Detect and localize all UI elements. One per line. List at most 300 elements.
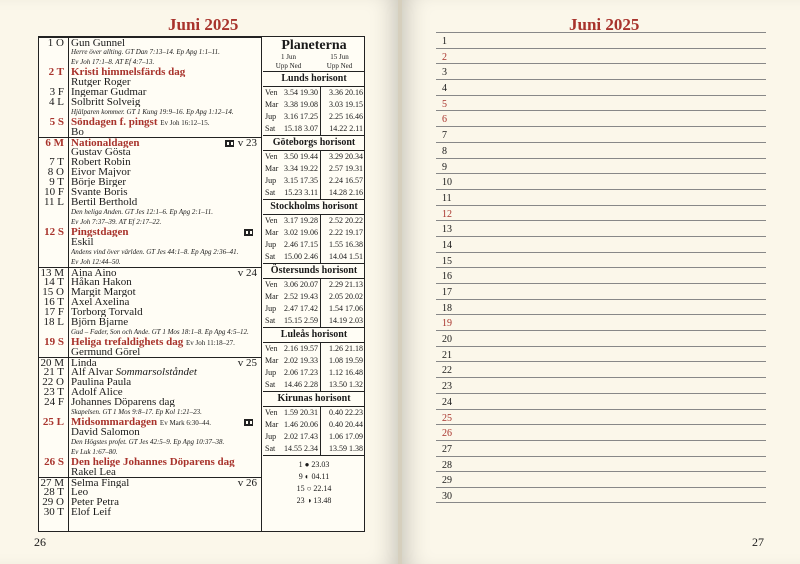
planet-times-15jun: 0.40 22.23 <box>329 408 363 417</box>
day-number: 17 F <box>44 306 64 318</box>
day-row <box>39 107 261 117</box>
week-marker <box>244 227 257 237</box>
day-number: 9 T <box>49 176 64 188</box>
planet-name: Jup <box>265 112 277 121</box>
note-day-number: 5 <box>442 98 447 110</box>
planet-name: Ven <box>265 344 278 353</box>
day-name: Kristi himmelsfärds dag <box>71 67 186 77</box>
note-day-number: 15 <box>442 255 452 267</box>
planet-times-15jun: 2.52 20.22 <box>329 216 363 225</box>
left-page <box>0 0 398 564</box>
horizon-title: Luleås horisont <box>263 328 365 343</box>
planet-times-15jun: 14.22 2.11 <box>329 124 363 133</box>
planet-times-1jun: 15.00 2.46 <box>283 251 321 263</box>
day-text <box>71 397 259 407</box>
planet-row <box>263 443 365 455</box>
planet-times-15jun: 14.28 2.16 <box>329 188 363 197</box>
planet-row <box>263 99 365 111</box>
planet-times-1jun: 3.15 17.35 <box>283 175 321 187</box>
day-text <box>71 287 259 297</box>
note-line[interactable] <box>436 63 766 79</box>
day-number: 21 T <box>43 366 64 378</box>
note-day-number: 19 <box>442 318 452 330</box>
planet-name: Sat <box>265 444 276 453</box>
planet-name: Sat <box>265 124 276 133</box>
day-name: Rutger Roger <box>71 77 131 87</box>
day-name: Nationaldagen <box>71 138 140 148</box>
day-row <box>39 327 261 337</box>
day-row <box>39 367 261 377</box>
planet-name: Ven <box>265 408 278 417</box>
day-text <box>71 407 259 417</box>
note-day-number: 10 <box>442 177 452 189</box>
planet-name: Mar <box>265 100 279 109</box>
day-row <box>39 187 261 197</box>
planet-times-1jun: 2.06 17.23 <box>283 367 321 379</box>
day-row <box>39 127 261 137</box>
planet-name: Mar <box>265 356 279 365</box>
day-note: Sommarsolståndet <box>115 367 197 377</box>
planet-name: Ven <box>265 88 278 97</box>
day-row <box>39 447 261 457</box>
day-row <box>39 307 261 317</box>
note-day-number: 23 <box>442 381 452 393</box>
day-list <box>39 37 262 531</box>
note-line[interactable] <box>436 142 766 158</box>
day-text <box>71 377 259 387</box>
planet-row <box>263 175 365 187</box>
planet-times-1jun: 2.16 19.57 <box>283 343 321 355</box>
note-line[interactable] <box>436 158 766 174</box>
day-name: Heliga trefaldighets dag <box>71 337 184 348</box>
day-text <box>71 437 259 447</box>
day-name: Elof Leif <box>71 507 112 517</box>
planet-row <box>263 163 365 175</box>
note-day-number: 6 <box>442 114 447 126</box>
note-line[interactable] <box>436 189 766 205</box>
week-marker <box>244 417 257 427</box>
planet-times-1jun: 2.02 17.43 <box>283 431 321 443</box>
planet-name: Mar <box>265 228 279 237</box>
planet-row <box>263 291 365 303</box>
note-line[interactable] <box>436 173 766 189</box>
horizon-section <box>263 391 365 455</box>
planet-times-15jun: 2.57 19.31 <box>329 164 363 173</box>
day-text <box>71 107 259 117</box>
gospel-reference: Ev Mark 6:30–44. <box>159 419 212 427</box>
planet-times-1jun: 3.54 19.30 <box>283 87 321 99</box>
note-day-number: 4 <box>442 83 447 95</box>
day-text <box>71 67 259 77</box>
day-name: Hjälparen kommer. GT 1 Kung 19:9–16. Ep Apg 1:12–14. <box>71 108 234 116</box>
note-day-number: 13 <box>442 224 452 236</box>
right-page-number: 27 <box>752 535 764 549</box>
planet-times-15jun: 2.22 19.17 <box>329 228 363 237</box>
day-name: Den helige Johannes Döparens dag <box>71 457 235 467</box>
day-name: Robert Robin <box>71 157 131 167</box>
day-row <box>39 267 261 277</box>
planet-row <box>263 303 365 315</box>
note-day-number: 30 <box>442 490 452 502</box>
note-day-number: 2 <box>442 51 447 63</box>
note-line[interactable] <box>436 377 766 393</box>
day-row <box>39 497 261 507</box>
planet-times-15jun: 0.40 20.44 <box>329 420 363 429</box>
planet-times-1jun: 2.46 17.15 <box>283 239 321 251</box>
planet-times-1jun: 1.59 20.31 <box>283 407 321 419</box>
day-number: 6 M <box>45 137 64 149</box>
week-number: v 23 <box>237 137 257 149</box>
day-text <box>71 347 259 357</box>
planet-row <box>263 111 365 123</box>
day-number: 15 O <box>42 286 64 298</box>
planet-name: Mar <box>265 164 279 173</box>
day-row <box>39 37 261 47</box>
planet-times-15jun: 14.19 2.03 <box>329 316 363 325</box>
note-line[interactable] <box>436 32 766 48</box>
moon-phases <box>263 455 365 507</box>
planet-row <box>263 227 365 239</box>
note-line[interactable] <box>436 299 766 315</box>
day-name: Herre över allting. GT Dan 7:13–14. Ep Apg 1:1–11. <box>71 48 220 56</box>
note-line[interactable] <box>436 361 766 377</box>
day-row <box>39 157 261 167</box>
planet-times-15jun: 1.12 16.48 <box>329 368 363 377</box>
planet-times-15jun: 2.25 16.46 <box>329 112 363 121</box>
day-row <box>39 477 261 487</box>
planet-times-1jun: 14.46 2.28 <box>283 379 321 391</box>
note-line[interactable] <box>436 393 766 409</box>
planet-times-1jun: 3.38 19.08 <box>283 99 321 111</box>
day-number: 27 M <box>40 477 64 489</box>
day-number: 1 O <box>47 37 64 49</box>
note-line[interactable] <box>436 236 766 252</box>
day-number: 4 L <box>49 96 64 108</box>
day-text <box>71 227 259 237</box>
planet-times-1jun: 3.34 19.22 <box>283 163 321 175</box>
planet-times-15jun: 1.08 19.59 <box>329 356 363 365</box>
note-day-number: 18 <box>442 302 452 314</box>
day-text <box>71 147 259 157</box>
day-text <box>71 47 259 57</box>
day-row <box>39 247 261 257</box>
note-day-number: 24 <box>442 396 452 408</box>
day-row <box>39 467 261 477</box>
day-text <box>71 257 259 267</box>
day-text <box>71 497 259 507</box>
note-day-number: 17 <box>442 287 452 298</box>
day-row <box>39 47 261 57</box>
day-row <box>39 257 261 267</box>
day-name: Andens vind över världen. GT Jes 44:1–8. Ep Apg 2:36–41. <box>71 248 239 256</box>
planet-row <box>263 87 365 99</box>
day-number: 23 T <box>43 386 64 398</box>
calendar-box <box>38 36 365 532</box>
day-row <box>39 217 261 227</box>
right-page <box>402 0 800 564</box>
day-number: 24 F <box>44 396 64 408</box>
planets-col2: 15 Jun <box>330 53 349 61</box>
planet-times-1jun: 3.16 17.25 <box>283 111 321 123</box>
planet-times-1jun: 3.06 20.07 <box>283 279 321 291</box>
planet-row <box>263 187 365 199</box>
day-row <box>39 137 261 147</box>
day-text <box>71 177 259 187</box>
horizon-title: Östersunds horisont <box>263 264 365 279</box>
planet-row <box>263 419 365 431</box>
day-name: Gun Gunnel <box>71 38 126 48</box>
day-name: Midsommardagen <box>71 417 158 428</box>
planet-name: Mar <box>265 292 279 301</box>
day-row <box>39 487 261 497</box>
planet-times-15jun: 1.06 17.09 <box>329 432 363 441</box>
day-number: 14 T <box>43 276 64 288</box>
planet-times-15jun: 3.36 20.16 <box>329 88 363 97</box>
day-text <box>71 207 259 217</box>
day-number: 16 T <box>43 296 64 308</box>
planet-times-15jun: 2.05 20.02 <box>329 292 363 301</box>
planets-panel <box>263 37 365 531</box>
planet-row <box>263 379 365 391</box>
note-line[interactable] <box>436 471 766 487</box>
note-day-number: 21 <box>442 349 452 361</box>
day-text <box>71 457 259 467</box>
day-row <box>39 397 261 407</box>
horizon-section <box>263 135 365 199</box>
day-name: Gud – Fader, Son och Ande. GT 1 Mos 18:1–8. Ep Apg 4:5–12. <box>71 328 249 336</box>
horizon-section <box>263 199 365 263</box>
day-number: 11 L <box>43 196 64 208</box>
day-text <box>71 387 259 397</box>
flag-icon <box>244 229 253 236</box>
day-name: Torborg Torvald <box>71 307 143 317</box>
day-number: 8 O <box>47 166 64 178</box>
day-number: 29 O <box>42 496 64 508</box>
planet-row <box>263 279 365 291</box>
note-day-number: 11 <box>442 192 452 204</box>
planet-name: Ven <box>265 216 278 225</box>
planet-times-1jun: 2.02 19.33 <box>283 355 321 367</box>
day-name: Ev Luk 1:67–80. <box>71 448 118 456</box>
day-row <box>39 337 261 347</box>
planet-times-1jun: 15.23 3.11 <box>283 187 321 199</box>
horizon-section <box>263 327 365 391</box>
day-text <box>71 277 259 287</box>
day-row <box>39 197 261 207</box>
day-name: Den heliga Anden. GT Jes 12:1–6. Ep Apg 2:1–11. <box>71 208 213 216</box>
day-row <box>39 57 261 67</box>
note-day-number: 28 <box>442 459 452 471</box>
day-row <box>39 417 261 427</box>
planet-times-1jun: 14.55 2.34 <box>283 443 321 455</box>
day-name: Germund Görel <box>71 347 141 357</box>
note-day-number: 14 <box>442 239 452 251</box>
day-text <box>71 327 259 337</box>
note-day-number: 20 <box>442 334 452 346</box>
note-line[interactable] <box>436 79 766 95</box>
planet-name: Sat <box>265 252 276 261</box>
note-day-number: 8 <box>442 145 447 157</box>
note-day-number: 27 <box>442 443 452 455</box>
day-name: Ingemar Gudmar <box>71 87 147 97</box>
note-line[interactable] <box>436 314 766 330</box>
planet-name: Jup <box>265 368 277 377</box>
planet-times-1jun: 3.17 19.28 <box>283 215 321 227</box>
note-day-number: 29 <box>442 475 452 487</box>
day-number: 10 F <box>44 186 64 198</box>
planets-col1: 1 Jun <box>281 53 296 61</box>
planet-times-15jun: 1.55 16.38 <box>329 240 363 249</box>
day-name: Bertil Berthold <box>71 197 138 207</box>
note-day-number: 1 <box>442 36 447 47</box>
day-number: 5 S <box>49 116 64 128</box>
planets-sub2: Upp Ned <box>326 62 353 70</box>
day-name: Peter Petra <box>71 497 119 507</box>
planet-times-15jun: 2.24 16.57 <box>329 176 363 185</box>
day-text <box>71 157 259 167</box>
day-name: Den Högstes profet. GT Jes 42:5–9. Ep Apg 10:37–38. <box>71 438 225 446</box>
planet-name: Sat <box>265 380 276 389</box>
moon-phase: 15 ○ 22.14 <box>296 484 332 493</box>
planet-times-15jun: 2.29 21.13 <box>329 280 363 289</box>
day-name: Paulina Paula <box>71 377 132 387</box>
day-text <box>71 507 259 517</box>
note-line[interactable] <box>436 440 766 456</box>
day-name: Håkan Hakon <box>71 277 132 287</box>
planet-row <box>263 123 365 135</box>
day-name: Margit Margot <box>71 287 136 297</box>
day-name: David Salomon <box>71 427 140 437</box>
day-text <box>71 167 259 177</box>
note-line[interactable] <box>436 456 766 472</box>
flag-icon <box>244 419 253 426</box>
day-row <box>39 407 261 417</box>
note-line[interactable] <box>436 48 766 64</box>
day-text <box>71 97 259 107</box>
day-row <box>39 287 261 297</box>
planet-times-1jun: 3.02 19.06 <box>283 227 321 239</box>
planet-row <box>263 315 365 327</box>
day-row <box>39 317 261 327</box>
note-line[interactable] <box>436 267 766 283</box>
moon-phase: 23 ◑ 13.48 <box>296 496 332 505</box>
day-name: Johannes Döparens dag <box>71 397 175 407</box>
day-row <box>39 377 261 387</box>
planet-row <box>263 239 365 251</box>
day-text <box>71 487 259 497</box>
horizon-title: Kirunas horisont <box>263 392 365 407</box>
planet-name: Ven <box>265 152 278 161</box>
day-text <box>71 367 259 377</box>
note-line[interactable] <box>436 424 766 440</box>
note-line[interactable] <box>436 205 766 221</box>
day-row <box>39 177 261 187</box>
day-row <box>39 207 261 217</box>
day-row <box>39 147 261 157</box>
planet-times-1jun: 15.18 3.07 <box>283 123 321 135</box>
day-name: Gustav Gösta <box>71 147 131 157</box>
day-number: 7 T <box>49 156 64 168</box>
day-row <box>39 67 261 77</box>
note-line[interactable] <box>436 126 766 142</box>
day-number: 12 S <box>44 226 64 238</box>
note-line[interactable] <box>436 95 766 111</box>
day-row <box>39 117 261 127</box>
planet-row <box>263 367 365 379</box>
day-text <box>71 307 259 317</box>
note-line[interactable] <box>436 346 766 362</box>
note-day-number: 9 <box>442 161 447 173</box>
note-line[interactable] <box>436 409 766 425</box>
horizon-title: Lunds horisont <box>263 72 365 87</box>
planet-row <box>263 407 365 419</box>
day-text <box>71 297 259 307</box>
day-name: Leo <box>71 487 89 497</box>
planet-row <box>263 151 365 163</box>
day-number: 20 M <box>40 357 64 369</box>
day-name: Skapelsen. GT 1 Mos 9:8–17. Ep Kol 1:21–23. <box>71 408 202 416</box>
note-line[interactable] <box>436 220 766 236</box>
note-line[interactable] <box>436 252 766 268</box>
planet-times-15jun: 3.29 20.34 <box>329 152 363 161</box>
day-row <box>39 457 261 467</box>
note-line[interactable] <box>436 487 766 503</box>
day-number: 22 O <box>42 376 64 388</box>
note-line[interactable] <box>436 110 766 126</box>
day-name: Axel Axelina <box>71 297 130 307</box>
week-number: v 24 <box>237 267 257 279</box>
week-number: v 25 <box>237 357 257 369</box>
day-row <box>39 427 261 437</box>
day-name: Eivor Majvor <box>71 167 131 177</box>
gospel-reference: Ev Joh 11:18–27. <box>185 339 235 347</box>
planet-name: Jup <box>265 432 277 441</box>
day-name: Söndagen f. pingst <box>71 117 158 128</box>
day-text <box>71 57 259 67</box>
day-text <box>71 187 259 197</box>
day-name: Bo <box>71 127 84 137</box>
day-number: 19 S <box>44 336 64 348</box>
day-row <box>39 77 261 87</box>
planet-times-1jun: 2.52 19.43 <box>283 291 321 303</box>
note-line[interactable] <box>436 283 766 299</box>
note-day-number: 25 <box>442 412 452 424</box>
day-name: Ev Joh 12:44–50. <box>71 258 121 266</box>
moon-phase: 1 ● 23.03 <box>298 460 330 469</box>
planet-times-15jun: 13.50 1.32 <box>329 380 363 389</box>
day-text <box>71 447 259 457</box>
right-month-title: Juni 2025 <box>569 15 640 34</box>
horizon-section <box>263 71 365 135</box>
day-name: Eskil <box>71 237 94 247</box>
day-number: 18 L <box>43 316 64 328</box>
planet-times-15jun: 13.59 1.38 <box>329 444 363 453</box>
day-row <box>39 97 261 107</box>
day-number: 3 F <box>49 86 64 98</box>
planet-name: Jup <box>265 176 277 185</box>
note-line[interactable] <box>436 330 766 346</box>
day-row <box>39 87 261 97</box>
planet-times-1jun: 1.46 20.06 <box>283 419 321 431</box>
week-number: v 26 <box>237 477 257 489</box>
day-name: Ev Joh 7:37–39. AT Ef 2:17–22. <box>71 218 162 226</box>
planet-times-1jun: 15.15 2.59 <box>283 315 321 327</box>
planet-name: Mar <box>265 420 279 429</box>
day-text <box>71 217 259 227</box>
planets-title: Planeterna <box>281 38 347 53</box>
note-day-number: 7 <box>442 130 447 142</box>
day-name: Svante Boris <box>71 187 128 197</box>
